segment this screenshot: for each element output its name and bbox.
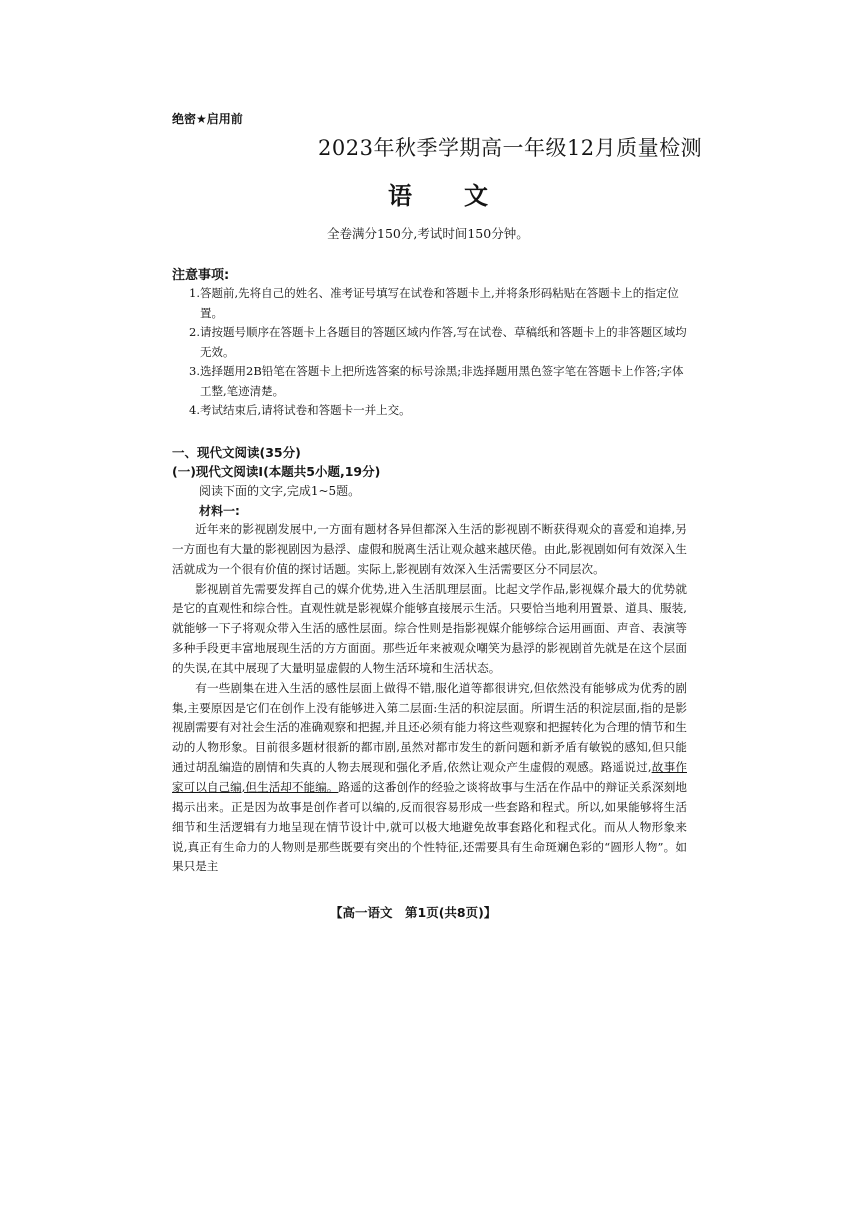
passage-paragraph xyxy=(172,679,687,877)
notice-item-number: 1. xyxy=(189,286,200,300)
underlined-quote: 故事作家可以自己编,但生活却不能编。 xyxy=(172,760,687,794)
notice-item xyxy=(172,284,692,323)
notice-item-text: 考试结束后,请将试卷和答题卡一并上交。 xyxy=(200,403,411,417)
score-time-line: 全卷满分150分,考试时间150分钟。 xyxy=(327,226,529,241)
passage-paragraph: 影视剧首先需要发挥自己的媒介优势,进入生活肌理层面。比起文学作品,影视媒介最大的优势就是它的直观性和综合性。直观性就是影视媒介能够直接展示生活。只要恰当地利用置景、道具、服装,就能够一下子将观众带入生活的感性层面。综合性则是指影视媒介能够综合运用画面、声音、表演等多种手段更丰富地展现生活的方方面面。那些近年来被观众嘲笑为悬浮的影视剧首先就是在这个层面的失误,在其中展现了大量明显虚假的人物生活环境和生活状态。 xyxy=(172,581,687,675)
subsection-heading: (一)现代文阅读Ⅰ(本题共5小题,19分) xyxy=(172,464,381,479)
notice-heading: 注意事项: xyxy=(172,268,230,283)
confidential-label: 绝密★启用前 xyxy=(172,112,243,126)
page-footer: 【高一语文 第1页(共8页)】 xyxy=(330,905,497,920)
subject-char-2: 文 xyxy=(464,182,488,210)
notice-item xyxy=(172,362,692,401)
subject-char-1: 语 xyxy=(388,182,412,210)
exam-title: 2023年秋季学期高一年级12月质量检测 xyxy=(318,136,703,160)
passage-body xyxy=(172,520,687,877)
notice-item-text: 答题前,先将自己的姓名、准考证号填写在试卷和答题卡上,并将条形码粘贴在答题卡上的指定位置。 xyxy=(200,286,679,320)
section-heading: 一、现代文阅读(35分) xyxy=(172,445,301,460)
notice-list xyxy=(172,284,692,421)
material-label: 材料一: xyxy=(199,504,240,518)
passage-paragraph: 近年来的影视剧发展中,一方面有题材各异但都深入生活的影视剧不断获得观众的喜爱和追捧,另一方面也有大量的影视剧因为悬浮、虚假和脱离生活让观众越来越厌倦。由此,影视剧如何有效深入生活就成为一个很有价值的探讨话题。实际上,影视剧有效深入生活需要区分不同层次。 xyxy=(172,522,687,576)
notice-item-text: 请按题号顺序在答题卡上各题目的答题区域内作答,写在试卷、草稿纸和答题卡上的非答题区域均无效。 xyxy=(200,325,687,359)
passage-text: 路遥的这番创作的经验之谈将故事与生活在作品中的辩证关系深刻地揭示出来。正是因为故事是创作者可以编的,反而很容易形成一些套路和程式。所以,如果能够将生活细节和生活逻辑有力地呈现在情节设计中,就可以极大地避免故事套路化和程式化。而从人物形象来说,真正有生命力的人物则是那些既要有突出的个性特征,还需要具有生命斑斓色彩的“圆形人物”。如果只是主 xyxy=(172,779,687,874)
notice-item-number: 4. xyxy=(189,403,200,417)
passage-text: 有一些剧集在进入生活的感性层面上做得不错,服化道等都很讲究,但依然没有能够成为优秀的剧集,主要原因是它们在创作上没有能够进入第二层面:生活的积淀层面。所谓生活的积淀层面,指的是影视剧需要有对社会生活的准确观察和把握,并且还必须有能力将这些观察和把握转化为合理的情节和生动的人物形象。目前很多题材很新的都市剧,虽然对都市发生的新问题和新矛盾有敏锐的感知,但只能通过胡乱编造的剧情和失真的人物去展现和强化矛盾,依然让观众产生虚假的观感。路遥说过, xyxy=(172,680,687,775)
notice-item-text: 选择题用2B铅笔在答题卡上把所选答案的标号涂黑;非选择题用黑色签字笔在答题卡上作答;字体工整,笔迹清楚。 xyxy=(200,364,684,398)
notice-item-number: 2. xyxy=(189,325,200,339)
subject-title xyxy=(388,176,488,211)
notice-item xyxy=(172,323,692,362)
notice-item xyxy=(172,401,692,421)
reading-instruction: 阅读下面的文字,完成1~5题。 xyxy=(199,484,361,498)
notice-item-number: 3. xyxy=(189,364,200,378)
